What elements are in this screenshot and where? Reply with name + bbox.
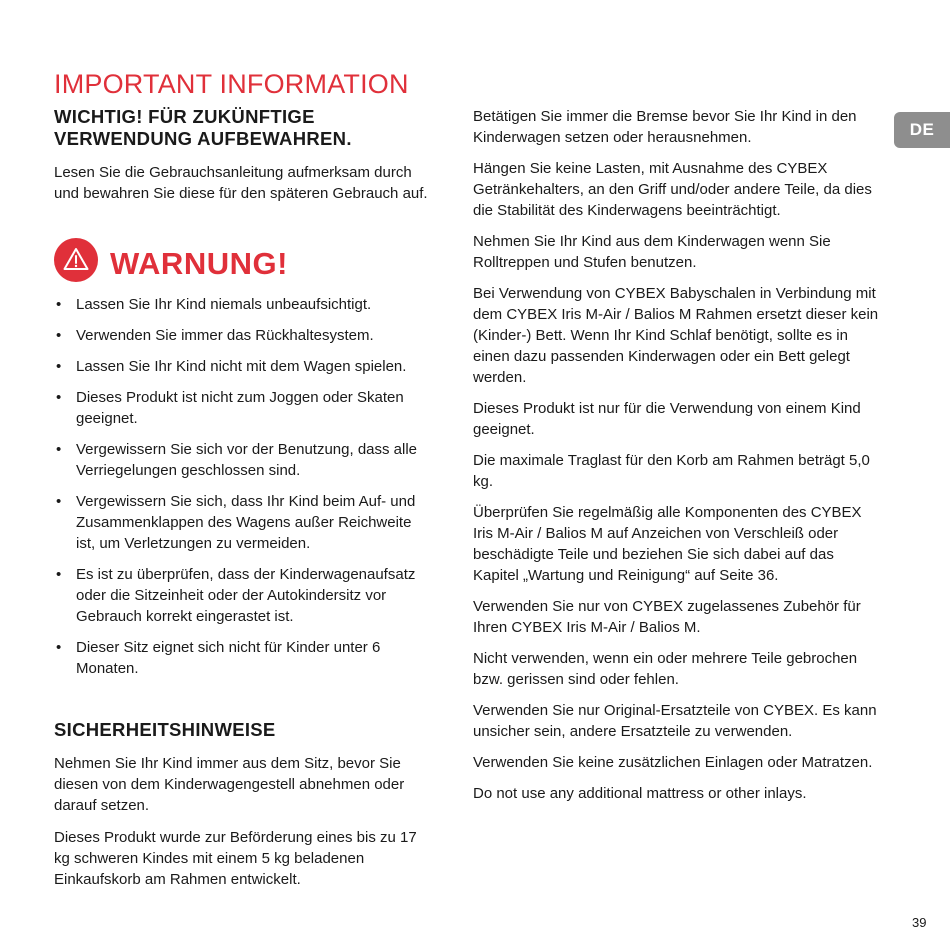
body-paragraph: Verwenden Sie nur von CYBEX zugelassenes Zubehör für Ihren CYBEX Iris M-Air / Balios M.: [473, 598, 861, 636]
bullet: •: [56, 566, 62, 583]
list-item-text: Verwenden Sie immer das Rückhaltesystem.: [76, 327, 374, 344]
body-paragraph: Nicht verwenden, wenn ein oder mehrere Teile gebrochen bzw. gerissen sind oder fehlen.: [473, 650, 858, 688]
body-paragraph: Verwenden Sie nur Original-Ersatzteile von CYBEX. Es kann unsicher sein, andere Ersatzteile zu verwenden.: [473, 702, 877, 740]
body-paragraph: Überprüfen Sie regelmäßig alle Komponenten des CYBEX Iris M-Air / Balios M auf Anzeichen von Verschleiß oder beschädigte Teile und beziehen Sie sich dabei auf das Kapitel „Wartung und Reinigung“ auf Seite 36.: [473, 504, 862, 584]
safety-section: [54, 719, 434, 890]
warning-label: WARNUNG!: [110, 246, 288, 281]
heading-line: WICHTIG! FÜR ZUKÜNFTIGE: [54, 106, 315, 127]
list-item-text: Dieses Produkt ist nicht zum Joggen oder Skaten geeignet.: [76, 389, 404, 427]
list-item-text: Es ist zu überprüfen, dass der Kinderwagenaufsatz oder die Sitzeinheit oder der Autokindersitz vor Gebrauch korrekt eingerastet ist.: [76, 566, 416, 625]
page-title: IMPORTANT INFORMATION: [54, 69, 409, 100]
list-item: [54, 637, 434, 679]
bullet: •: [56, 639, 62, 656]
list-item: [54, 325, 434, 346]
body-paragraph: Bei Verwendung von CYBEX Babyschalen in Verbindung mit dem CYBEX Iris M-Air / Balios M Rahmen ersetzt dieser kein (Kinder-) Bett. Wenn Ihr Kind Schlaf benötigt, sollte es in einen dazu passenden Kinderwagen oder ein Bett gelegt werden.: [473, 285, 879, 386]
section-heading-important: [54, 106, 434, 150]
body-paragraph: Dieses Produkt wurde zur Beförderung eines bis zu 17 kg schweren Kindes mit einem 5 kg beladenen Einkaufskorb am Rahmen entwickelt.: [54, 829, 417, 888]
page-number: 39: [912, 915, 927, 930]
bullet: •: [56, 441, 62, 458]
list-item: [54, 439, 434, 481]
warning-triangle-icon: [54, 238, 98, 282]
body-paragraph: Do not use any additional mattress or other inlays.: [473, 785, 807, 802]
bullet: •: [56, 296, 62, 313]
bullet: •: [56, 327, 62, 344]
warning-list: [54, 294, 434, 679]
list-item-text: Vergewissern Sie sich vor der Benutzung, dass alle Verriegelungen geschlossen sind.: [76, 441, 418, 479]
bullet: •: [56, 493, 62, 510]
body-paragraph: Dieses Produkt ist nur für die Verwendung von einem Kind geeignet.: [473, 400, 861, 438]
body-paragraph: Nehmen Sie Ihr Kind aus dem Kinderwagen wenn Sie Rolltreppen und Stufen benutzen.: [473, 233, 831, 271]
warning-header: [54, 238, 434, 290]
left-column: [54, 106, 434, 901]
body-paragraph: Die maximale Traglast für den Korb am Rahmen beträgt 5,0 kg.: [473, 452, 870, 490]
language-tab: DE: [894, 112, 950, 148]
right-column: [473, 106, 883, 814]
body-paragraph: Betätigen Sie immer die Bremse bevor Sie Ihr Kind in den Kinderwagen setzen oder herausnehmen.: [473, 108, 857, 146]
intro-paragraph: Lesen Sie die Gebrauchsanleitung aufmerksam durch und bewahren Sie diese für den späteren Gebrauch auf.: [54, 164, 428, 202]
section-heading-safety: SICHERHEITSHINWEISE: [54, 719, 276, 740]
list-item: [54, 387, 434, 429]
list-item: [54, 294, 434, 315]
list-item-text: Lassen Sie Ihr Kind niemals unbeaufsichtigt.: [76, 296, 372, 313]
heading-line: VERWENDUNG AUFBEWAHREN.: [54, 128, 352, 149]
body-paragraph: Verwenden Sie keine zusätzlichen Einlagen oder Matratzen.: [473, 754, 873, 771]
list-item-text: Dieser Sitz eignet sich nicht für Kinder unter 6 Monaten.: [76, 639, 381, 677]
list-item: [54, 491, 434, 554]
body-paragraph: Hängen Sie keine Lasten, mit Ausnahme des CYBEX Getränkehalters, an den Griff und/oder andere Teile, da dies die Stabilität des Kinderwagens beeinträchtigt.: [473, 160, 872, 219]
body-paragraph: Nehmen Sie Ihr Kind immer aus dem Sitz, bevor Sie diesen von dem Kinderwagengestell abnehmen oder darauf setzen.: [54, 755, 405, 814]
list-item-text: Vergewissern Sie sich, dass Ihr Kind beim Auf- und Zusammenklappen des Wagens außer Reichweite ist, um Verletzungen zu vermeiden.: [76, 493, 416, 552]
bullet: •: [56, 358, 62, 375]
list-item-text: Lassen Sie Ihr Kind nicht mit dem Wagen spielen.: [76, 358, 407, 375]
list-item: [54, 564, 434, 627]
list-item: [54, 356, 434, 377]
bullet: •: [56, 389, 62, 406]
